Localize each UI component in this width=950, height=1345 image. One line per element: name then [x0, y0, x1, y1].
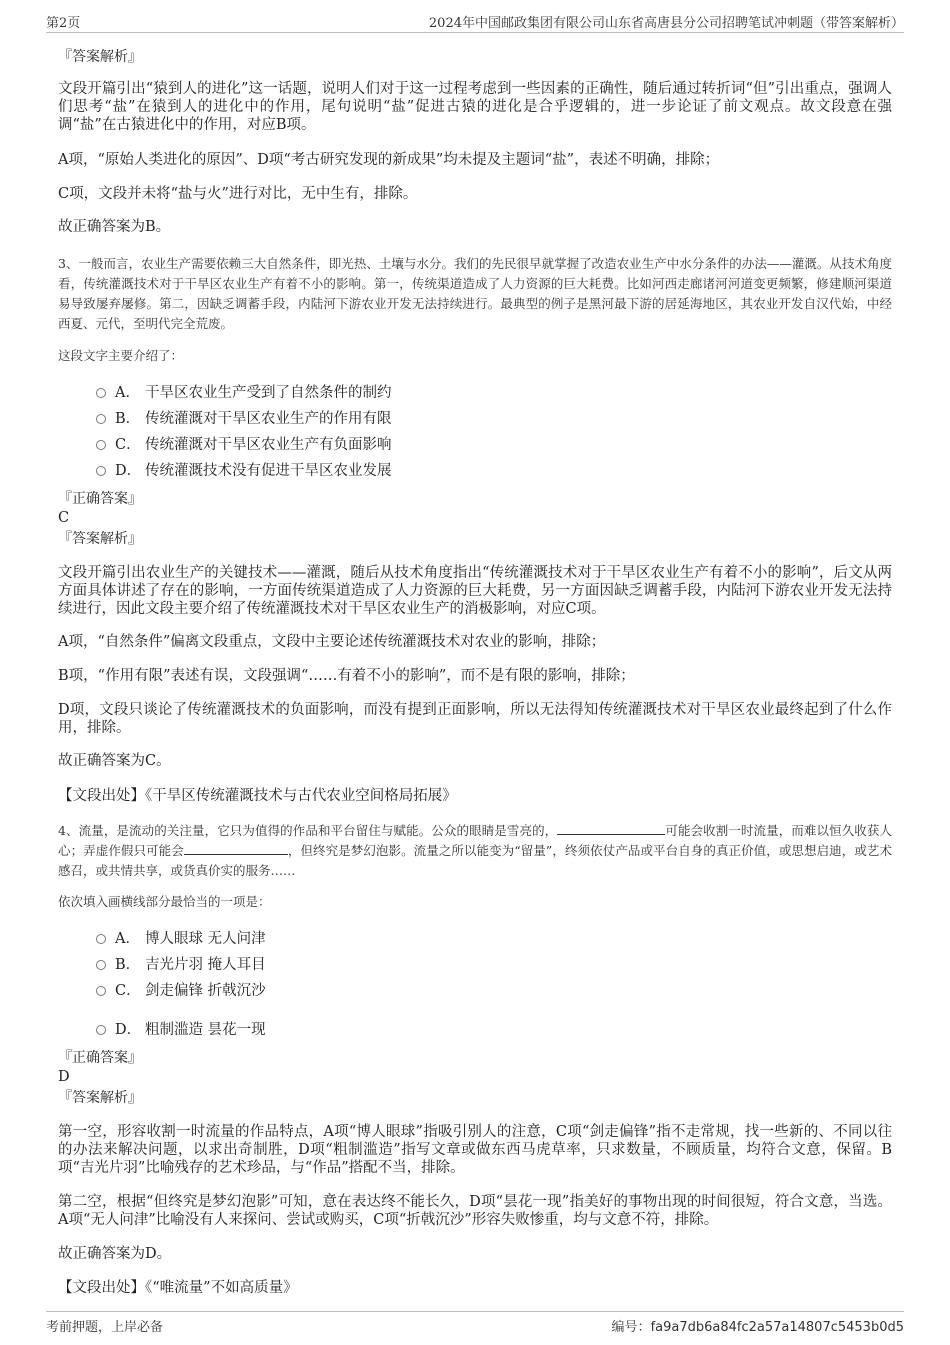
- q4-stem: [58, 821, 892, 881]
- q4-option-a[interactable]: [96, 929, 266, 949]
- q2-analysis-text: 文段开篇引出“猿到人的进化”这一话题，说明人们对于这一过程考虑到一些因素的正确性，随后通过转折词“但”引出重点，强调人们思考“盐”在猿到人的进化中的作用，尾句说明“盐”促进古猿的进化是合乎逻辑的，进一步论证了前文观点。故文段意在强调“盐”在古猿进化中的作用，对应B项。: [58, 81, 892, 133]
- q4-source: [58, 1279, 892, 1297]
- q4-option-d[interactable]: [96, 1020, 266, 1040]
- source-label: 【文段出处】: [58, 1280, 145, 1296]
- document-title: 2024年中国邮政集团有限公司山东省高唐县分公司招聘笔试冲刺题（带答案解析）: [428, 16, 904, 31]
- q3-correct-label: 『正确答案』: [58, 491, 142, 507]
- radio-icon[interactable]: [96, 466, 106, 476]
- option-letter: D．: [115, 463, 142, 479]
- q3-analysis-label: 『答案解析』: [58, 531, 142, 547]
- q4-analysis-second-blank: 第二空，根据“但终究是梦幻泡影”可知，意在表达终不能长久，D项“昙花一现”指美好的事物出现的时间很短，符合文意，当选。A项“无人问津”比喻没有人来探问、尝试或购买，C项“折戟沉沙”形容失败惨重，均与文意不符，排除。: [58, 1194, 892, 1228]
- option-text: 传统灌溉技术没有促进干旱区农业发展: [145, 463, 392, 479]
- q3-option-b[interactable]: [96, 409, 392, 429]
- option-letter: B．: [115, 957, 141, 973]
- q3-option-d[interactable]: [96, 461, 392, 481]
- option-text: 传统灌溉对干旱区农业生产的作用有限: [145, 411, 392, 427]
- q4-analysis-label: 『答案解析』: [58, 1090, 142, 1106]
- q2-analysis-label: 『答案解析』: [58, 49, 142, 65]
- q4-blank-1: [557, 822, 665, 835]
- radio-icon[interactable]: [96, 934, 106, 944]
- q4-correct-label: 『正确答案』: [58, 1050, 142, 1066]
- q4-correct-answer: D: [58, 1069, 70, 1085]
- q3-option-a[interactable]: [96, 383, 392, 403]
- radio-icon[interactable]: [96, 960, 106, 970]
- option-text: 剑走偏锋 折戟沉沙: [145, 983, 266, 999]
- option-text: 传统灌溉对干旱区农业生产有负面影响: [145, 437, 392, 453]
- radio-icon[interactable]: [96, 414, 106, 424]
- q4-analysis-first-blank: 第一空，形容收割一时流量的作品特点，A项“博人眼球”指吸引别人的注意，C项“剑走偏锋”指不走常规，找一些新的、不同以往的办法来解决问题，以求出奇制胜，D项“粗制滥造”指写文章或做东西马虎草率，只求数量，不顾质量，均符合文意，保留。B项“吉光片羽”比喻残存的艺术珍品，与“作品”搭配不当，排除。: [58, 1124, 892, 1176]
- q3-option-b-explanation: B项，“作用有限”表述有误，文段强调“……有着不小的影响”，而不是有限的影响，排除；: [58, 668, 635, 684]
- option-letter: C．: [115, 437, 141, 453]
- q3-option-d-explanation: D项，文段只谈论了传统灌溉技术的负面影响，而没有提到正面影响，所以无法得知传统灌溉技术对干旱区农业最终起到了什么作用，排除。: [58, 702, 892, 736]
- option-letter: A．: [115, 931, 140, 947]
- q3-analysis-text: 文段开篇引出农业生产的关键技术——灌溉，随后从技术角度指出“传统灌溉技术对于干旱区农业生产有着不小的影响”，后文从两方面具体讲述了存在的影响，一方面传统渠道造成了人力资源的巨大耗费，另一方面因缺乏调蓄手段，内陆河下游农业开发无法持续进行，因此文段主要介绍了传统灌溉技术对干旱区农业生产的消极影响，对应C项。: [58, 565, 892, 617]
- q3-prompt: 这段文字主要介绍了：: [58, 348, 184, 363]
- q3-conclusion: 故正确答案为C。: [58, 753, 171, 769]
- source-label: 【文段出处】: [58, 788, 145, 804]
- radio-icon[interactable]: [96, 388, 106, 398]
- footer-slogan: 考前押题，上岸必备: [46, 1320, 164, 1335]
- q3-source: [58, 787, 892, 805]
- option-letter: C．: [115, 983, 141, 999]
- source-title: 《干旱区传统灌溉技术与古代农业空间格局拓展》: [145, 788, 457, 804]
- page-footer: [46, 1311, 904, 1334]
- option-letter: D．: [115, 1022, 142, 1038]
- code-value: fa9a7db6a84fc2a57a14807c5453b0d5: [650, 1320, 904, 1335]
- q4-stem-part1: 4、流量，是流动的关注量，它只为值得的作品和平台留住与赋能。公众的眼睛是雪亮的，: [58, 823, 558, 838]
- radio-icon[interactable]: [96, 440, 106, 450]
- q4-prompt: 依次填入画横线部分最恰当的一项是：: [58, 894, 271, 909]
- q3-stem: 3、一般而言，农业生产需要依赖三大自然条件，即光热、土壤与水分。我们的先民很早就掌握了改造农业生产中水分条件的办法——灌溉。从技术角度看，传统灌溉技术对于干旱区农业生产有着不小的影响。第一，传统渠道造成了人力资源的巨大耗费。比如河西走廊诸河河道变更频繁，修建顺河渠道易导致屡弃屡修。第二，因缺乏调蓄手段，内陆河下游农业开发无法持续进行。最典型的例子是黑河最下游的居延海地区，其农业开发自汉代始，中经西夏、元代，至明代完全荒废。: [58, 256, 892, 331]
- q4-option-c[interactable]: [96, 981, 266, 1001]
- radio-icon[interactable]: [96, 986, 106, 996]
- q2-option-a-explanation: A项，“原始人类进化的原因”、D项“考古研究发现的新成果”均未提及主题词“盐”，表述不明确，排除；: [58, 152, 720, 168]
- q4-conclusion: 故正确答案为D。: [58, 1246, 172, 1262]
- q3-option-c[interactable]: [96, 435, 392, 455]
- option-letter: B．: [115, 411, 141, 427]
- document-code: [612, 1316, 904, 1335]
- q4-stem-part2: 可能会收割一时流量，而难以恒久收获人心；弄虚作假只可能会: [58, 823, 892, 858]
- q2-option-c-explanation: C项，文段并未将“盐与火”进行对比，无中生有，排除。: [58, 186, 418, 202]
- page-header: [46, 12, 904, 33]
- code-label: 编号：: [611, 1320, 651, 1335]
- q4-stem-part3: ，但终究是梦幻泡影。流量之所以能变为“留量”，终须依仗产品或平台自身的真正价值，或思想启迪，或艺术感召，或共情共享，或货真价实的服务……: [58, 843, 892, 878]
- option-text: 干旱区农业生产受到了自然条件的制约: [145, 385, 392, 401]
- q4-option-b[interactable]: [96, 955, 266, 975]
- page-number: 第2页: [46, 16, 81, 31]
- option-text: 博人眼球 无人问津: [145, 931, 266, 947]
- q2-conclusion: 故正确答案为B。: [58, 219, 171, 235]
- q3-correct-answer: C: [58, 510, 70, 526]
- q3-option-a-explanation: A项，“自然条件”偏离文段重点，文段中主要论述传统灌溉技术对农业的影响，排除；: [58, 634, 606, 650]
- radio-icon[interactable]: [96, 1025, 106, 1035]
- option-text: 吉光片羽 掩人耳目: [145, 957, 266, 973]
- option-letter: A．: [115, 385, 140, 401]
- source-title: 《“唯流量”不如高质量》: [145, 1280, 298, 1296]
- q4-blank-2: [184, 842, 288, 855]
- option-text: 粗制滥造 昙花一现: [145, 1022, 266, 1038]
